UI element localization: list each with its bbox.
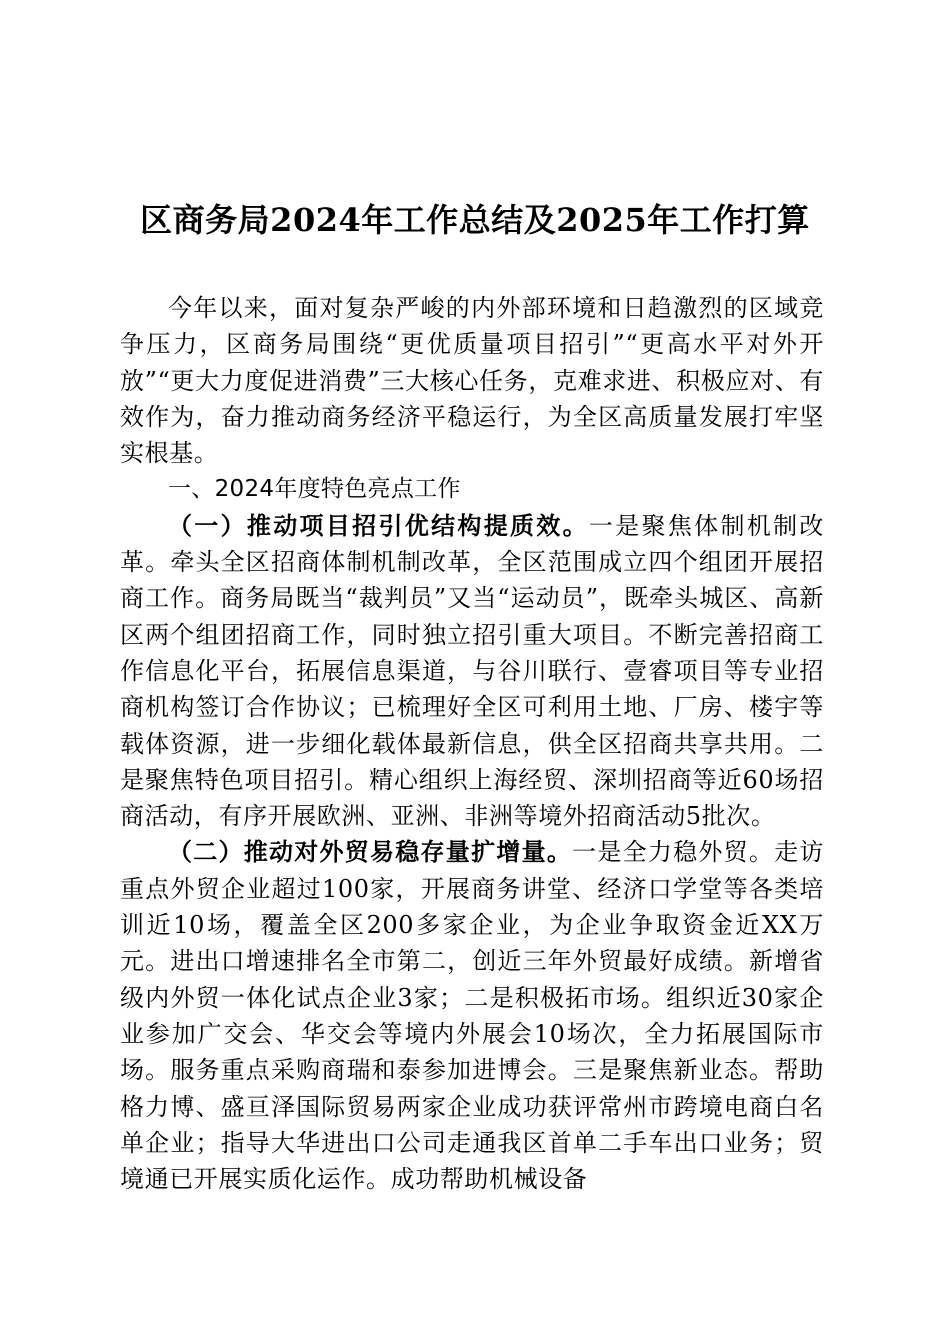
subsection-1-text: 一是聚焦体制机制改革。牵头全区招商体制机制改革，全区范围成立四个组团开展招商工作。商务局既当“裁判员”又当“运动员”，既牵头城区、高新区两个组团招商工作，同时独立招引重大项目。不断完善招商工作信息化平台，拓展信息渠道，与谷川联行、壹睿项目等专业招商机构签订合作协议；已梳理好全区可利用土地、厂房、楼宇等载体资源，进一步细化载体最新信息，供全区招商共享共用。二是聚焦特色项目招引。精心组织上海经贸、深圳招商等近60场招商活动，有序开展欧洲、亚洲、非洲等境外招商活动5批次。 xyxy=(120,511,824,831)
subsection-1-paragraph xyxy=(120,508,824,835)
subsection-1-heading: （一）推动项目招引优结构提质效。 xyxy=(168,510,589,540)
document-title: 区商务局2024年工作总结及2025年工作打算 xyxy=(140,201,810,239)
subsection-2-paragraph xyxy=(120,834,824,1197)
intro-paragraph: 今年以来，面对复杂严峻的内外部环境和日趋激烈的区域竞争压力，区商务局围绕“更优质量项目招引”“更高水平对外开放”“更大力度促进消费”三大核心任务，克难求进、积极应对、有效作为，奋力推动商务经济平稳运行，为全区高质量发展打牢坚实根基。 xyxy=(120,294,824,468)
subsection-2-heading: （二）推动对外贸易稳存量扩增量。 xyxy=(168,837,573,867)
document-body xyxy=(120,290,824,1197)
subsection-2-text: 一是全力稳外贸。走访重点外贸企业超过100家，开展商务讲堂、经济口学堂等各类培训近10场，覆盖全区200多家企业，为企业争取资金近XX万元。进出口增速排名全市第二，创近三年外贸最好成绩。新增省级内外贸一体化试点企业3家；二是积极拓市场。组织近30家企业参加广交会、华交会等境内外展会10场次，全力拓展国际市场。服务重点采购商瑞和泰参加进博会。三是聚焦新业态。帮助格力博、盛亘泽国际贸易两家企业成功获评常州市跨境电商白名单企业；指导大华进出口公司走通我区首单二手车出口业务；贸境通已开展实质化运作。成功帮助机械设备 xyxy=(120,838,824,1194)
section-heading-1: 一、2024年度特色亮点工作 xyxy=(168,476,461,503)
